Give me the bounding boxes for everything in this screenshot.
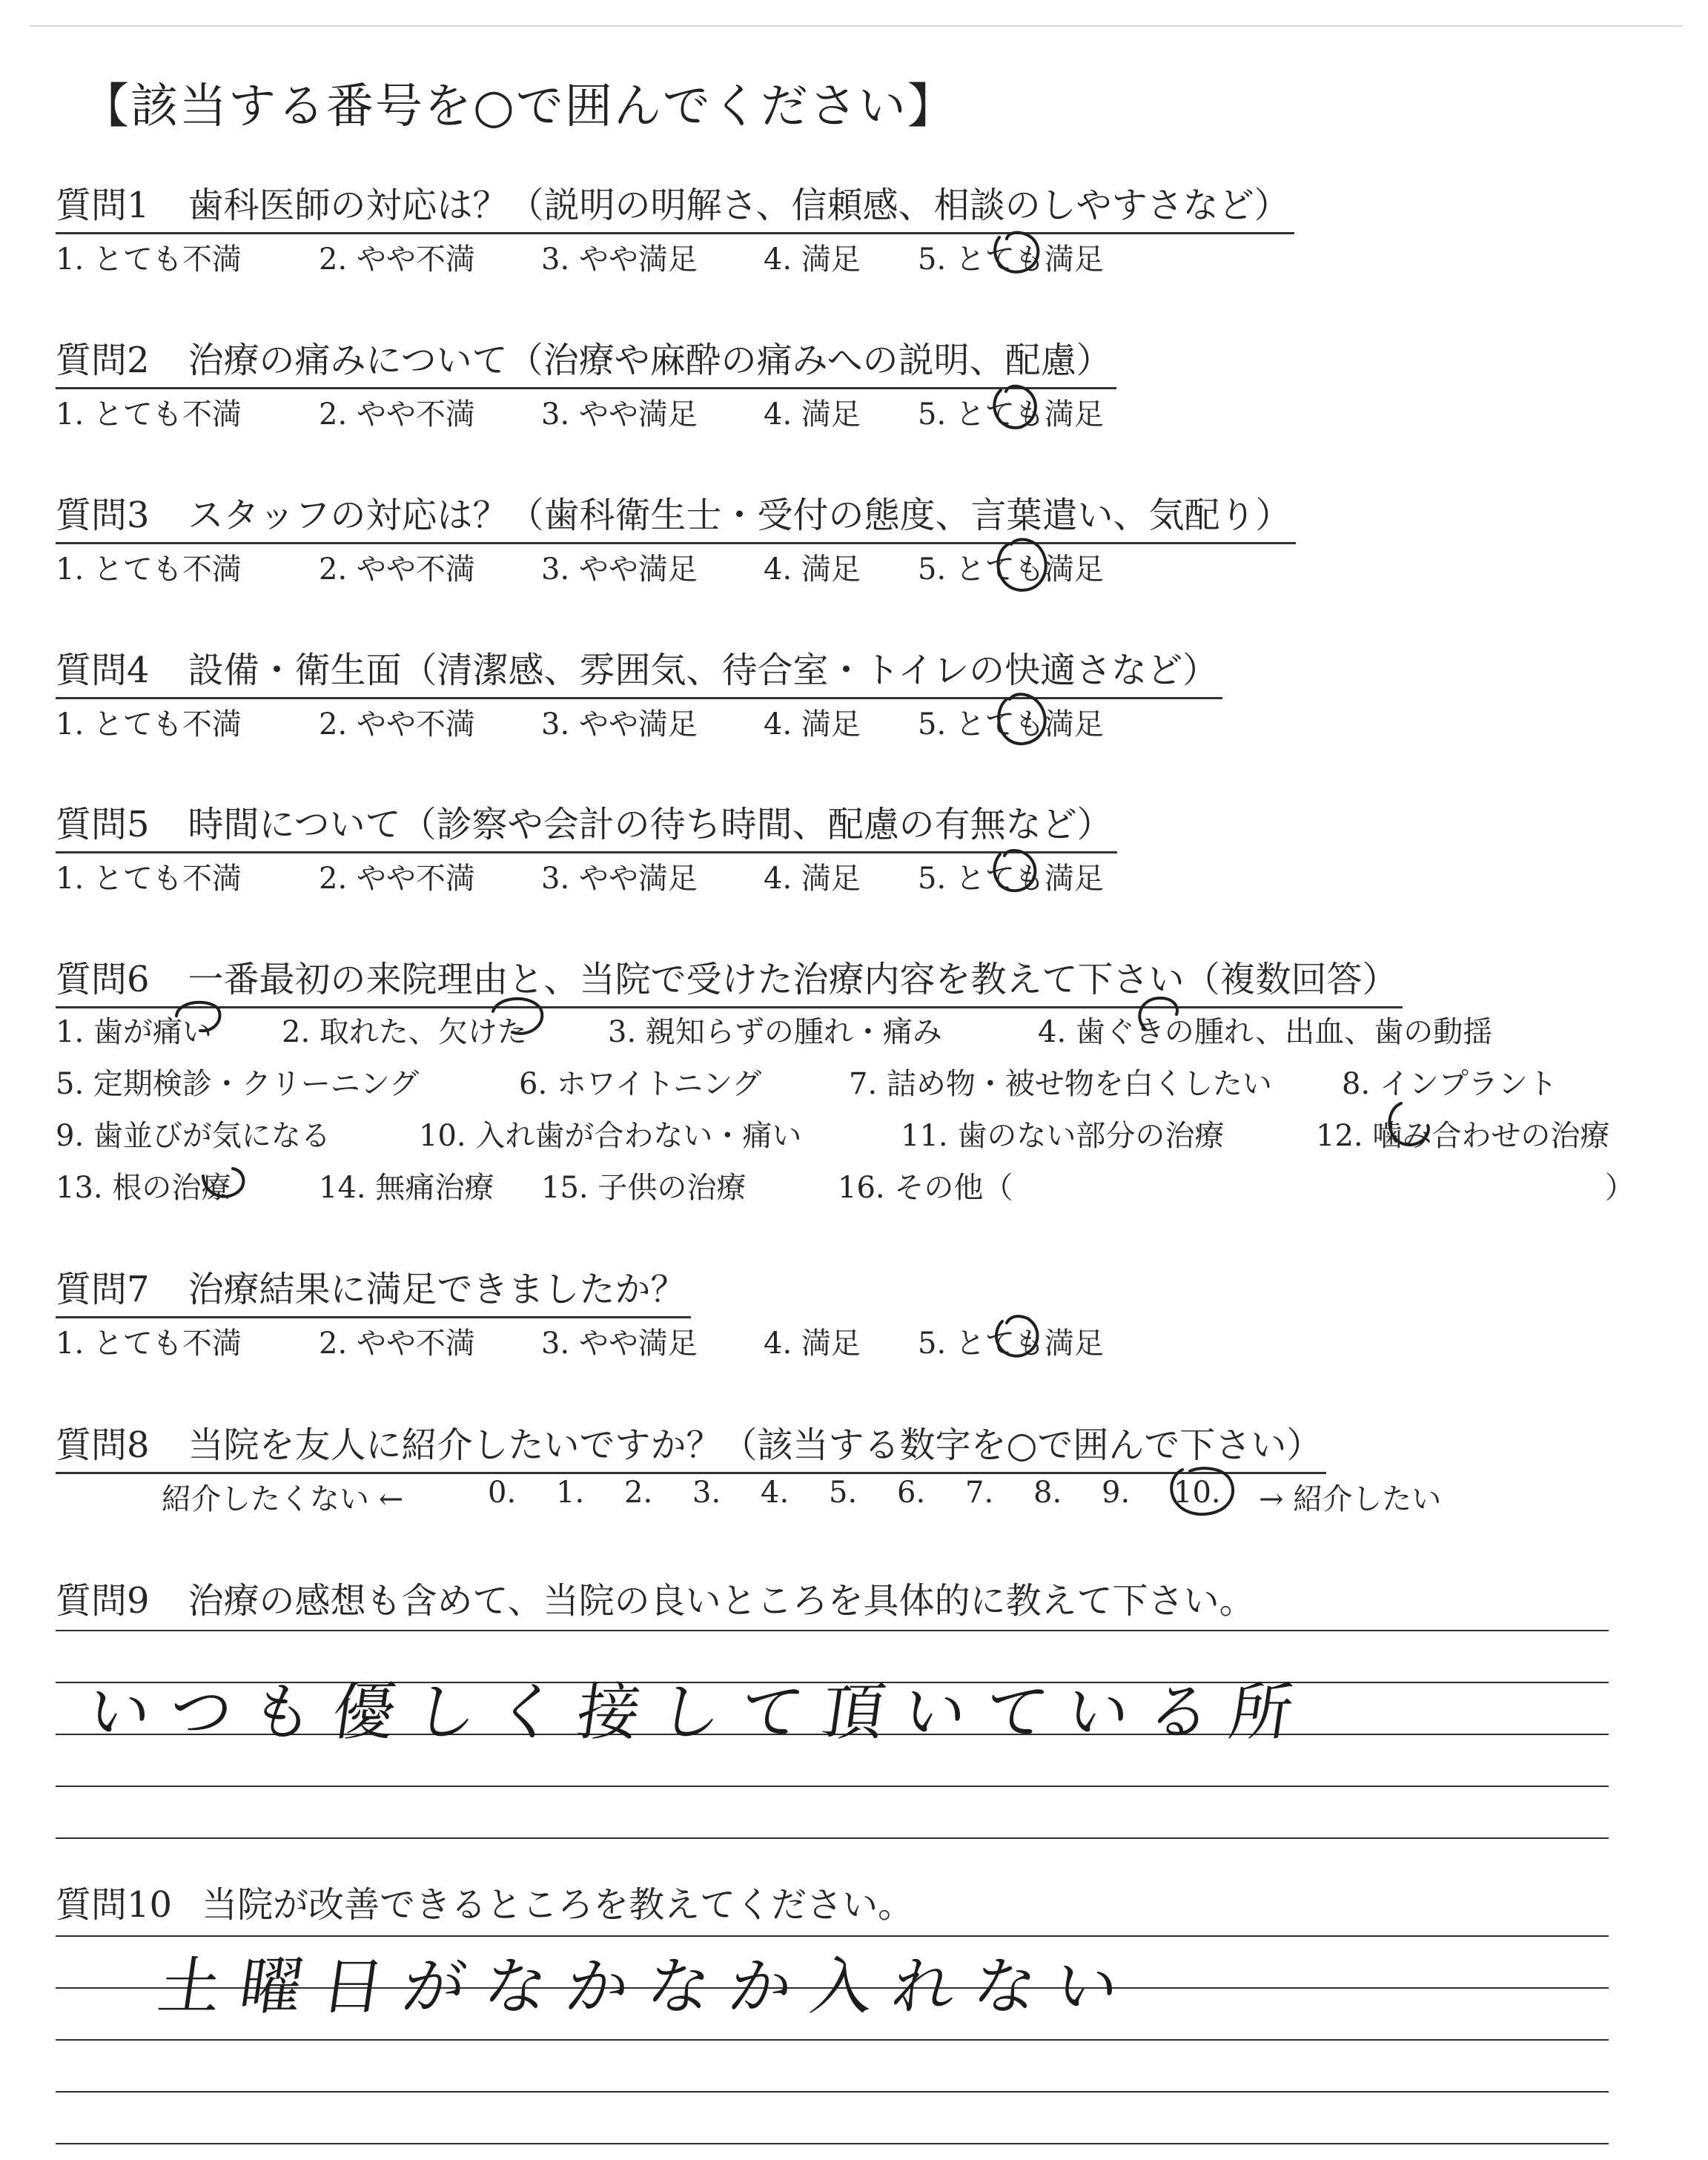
answer-line xyxy=(56,1630,1609,1631)
option-1[interactable]: 1. とても不満 xyxy=(56,862,242,896)
selection-circle-q7 xyxy=(984,1307,1051,1366)
option-5[interactable]: 5. とても満足 xyxy=(918,707,1104,742)
answer-line xyxy=(56,1837,1609,1839)
answer-line xyxy=(56,2143,1609,2144)
reason-3[interactable]: 3. 親知らずの腫れ・痛み xyxy=(608,1015,942,1049)
reason-9[interactable]: 9. 歯並びが気になる xyxy=(56,1119,331,1153)
option-5[interactable]: 5. とても満足 xyxy=(918,1327,1104,1361)
option-4[interactable]: 4. 満足 xyxy=(764,242,861,277)
scale-9[interactable]: 9. xyxy=(1102,1476,1131,1510)
option-2[interactable]: 2. やや不満 xyxy=(319,1327,475,1361)
selection-circle-q2 xyxy=(982,377,1049,436)
reason-16-close: ） xyxy=(1605,1171,1635,1205)
question-6 xyxy=(56,951,1403,1008)
selection-circle-q6-1 xyxy=(171,994,230,1046)
top-divider xyxy=(30,25,1683,27)
reason-12[interactable]: 12. 噛み合わせの治療 xyxy=(1316,1119,1610,1153)
scale-2[interactable]: 2. xyxy=(624,1476,653,1510)
question-3 xyxy=(56,486,1296,544)
question-number: 質問9 xyxy=(56,1580,150,1622)
selection-circle-q1 xyxy=(984,222,1051,282)
question-text: 当院を友人に紹介したいですか？（該当する数字を○で囲んで下さい） xyxy=(188,1424,1323,1466)
scale-4[interactable]: 4. xyxy=(761,1476,790,1510)
question-2-title xyxy=(56,331,1116,389)
option-2[interactable]: 2. やや不満 xyxy=(319,242,475,277)
option-4[interactable]: 4. 満足 xyxy=(764,862,861,896)
selection-circle-q6-13 xyxy=(194,1154,254,1206)
question-8-title xyxy=(56,1416,1326,1474)
reason-15[interactable]: 15. 子供の治療 xyxy=(541,1171,747,1205)
option-4[interactable]: 4. 満足 xyxy=(764,707,861,742)
option-3[interactable]: 3. やや満足 xyxy=(541,552,698,587)
question-text: スタッフの対応は？（歯科衛生士・受付の態度、言葉遣い、気配り） xyxy=(188,495,1291,536)
reason-6[interactable]: 6. ホワイトニング xyxy=(519,1067,762,1101)
scale-8[interactable]: 8. xyxy=(1033,1476,1062,1510)
option-3[interactable]: 3. やや満足 xyxy=(541,862,698,896)
question-number: 質問7 xyxy=(56,1269,150,1310)
reason-14[interactable]: 14. 無痛治療 xyxy=(319,1171,494,1205)
question-10-title xyxy=(56,1876,918,1932)
question-text: 治療の痛みについて（治療や麻酔の痛みへの説明、配慮） xyxy=(188,340,1112,381)
question-7 xyxy=(56,1261,691,1318)
option-1[interactable]: 1. とても不満 xyxy=(56,552,242,587)
question-number: 質問4 xyxy=(56,650,150,691)
option-2[interactable]: 2. やや不満 xyxy=(319,862,475,896)
option-1[interactable]: 1. とても不満 xyxy=(56,707,242,742)
option-2[interactable]: 2. やや不満 xyxy=(319,397,475,432)
question-text: 当院が改善できるところを教えてください。 xyxy=(202,1884,914,1926)
option-1[interactable]: 1. とても不満 xyxy=(56,242,242,277)
option-5[interactable]: 5. とても満足 xyxy=(918,862,1104,896)
question-number: 質問3 xyxy=(56,495,150,536)
question-number: 質問2 xyxy=(56,340,150,381)
question-text: 設備・衛生面（清潔感、雰囲気、待合室・トイレの快適さなど） xyxy=(188,650,1219,691)
selection-circle-q6-12 xyxy=(1379,1096,1446,1155)
selection-circle-q6-4 xyxy=(1131,992,1190,1044)
scale-5[interactable]: 5. xyxy=(829,1476,858,1510)
scale-low-label: 紹介したくない ← xyxy=(162,1482,404,1516)
reason-4[interactable]: 4. 歯ぐきの腫れ、出血、歯の動揺 xyxy=(1038,1015,1493,1049)
answer-line xyxy=(56,2039,1609,2041)
answer-line xyxy=(56,1786,1609,1787)
question-5-title xyxy=(56,796,1117,853)
selection-circle-q8 xyxy=(1160,1459,1249,1526)
question-number: 質問10 xyxy=(56,1884,173,1926)
reason-7[interactable]: 7. 詰め物・被せ物を白くしたい xyxy=(849,1067,1272,1101)
reason-1[interactable]: 1. 歯が痛い xyxy=(56,1015,212,1049)
scale-7[interactable]: 7. xyxy=(965,1476,994,1510)
question-1 xyxy=(56,176,1294,234)
question-3-title xyxy=(56,486,1296,544)
question-number: 質問5 xyxy=(56,804,150,845)
selection-circle-q6-2 xyxy=(486,991,552,1050)
reason-8[interactable]: 8. インプラント xyxy=(1342,1067,1558,1101)
question-text: 時間について（診察や会計の待ち時間、配慮の有無など） xyxy=(188,804,1113,845)
option-1[interactable]: 1. とても不満 xyxy=(56,1327,242,1361)
reason-2[interactable]: 2. 取れた、欠けた xyxy=(282,1015,527,1049)
option-5[interactable]: 5. とても満足 xyxy=(918,242,1104,277)
instruction-heading: 【該当する番号を○で囲んでください】 xyxy=(82,79,956,134)
question-text: 歯科医師の対応は？（説明の明解さ、信頼感、相談のしやすさなど） xyxy=(188,185,1290,226)
question-10 xyxy=(56,1876,918,1932)
scale-10[interactable]: 10. xyxy=(1174,1476,1221,1510)
question-2 xyxy=(56,331,1116,389)
scale-high-label: → 紹介したい xyxy=(1259,1482,1442,1516)
selection-circle-q4 xyxy=(986,686,1060,753)
answer-line xyxy=(56,2091,1609,2093)
option-4[interactable]: 4. 満足 xyxy=(764,397,861,432)
selection-circle-q3 xyxy=(986,531,1060,598)
q9-handwritten-answer[interactable]: いつも優しく接して頂いている所 xyxy=(83,1676,1317,1748)
question-text: 一番最初の来院理由と、当院で受けた治療内容を教えて下さい（複数回答） xyxy=(188,959,1398,1000)
question-text: 治療結果に満足できましたか？ xyxy=(188,1269,686,1310)
option-3[interactable]: 3. やや満足 xyxy=(541,397,698,432)
option-4[interactable]: 4. 満足 xyxy=(764,552,861,587)
reason-10[interactable]: 10. 入れ歯が合わない・痛い xyxy=(419,1119,802,1153)
question-7-title xyxy=(56,1261,691,1318)
scale-1[interactable]: 1. xyxy=(556,1476,585,1510)
reason-13[interactable]: 13. 根の治療 xyxy=(56,1171,231,1205)
question-9-title xyxy=(56,1572,1260,1628)
question-number: 質問6 xyxy=(56,959,150,1000)
question-1-title xyxy=(56,176,1294,234)
option-4[interactable]: 4. 満足 xyxy=(764,1327,861,1361)
scale-0[interactable]: 0. xyxy=(488,1476,517,1510)
option-5[interactable]: 5. とても満足 xyxy=(918,552,1104,587)
q10-handwritten-answer[interactable]: 土曜日がなかなか入れない xyxy=(153,1950,1142,2023)
question-8 xyxy=(56,1416,1326,1474)
selection-circle-q5 xyxy=(982,841,1049,900)
option-1[interactable]: 1. とても不満 xyxy=(56,397,242,432)
question-text: 治療の感想も含めて、当院の良いところを具体的に教えて下さい。 xyxy=(188,1580,1255,1622)
reason-16[interactable]: 16. その他（ xyxy=(838,1171,1013,1205)
question-number: 質問1 xyxy=(56,185,150,226)
option-2[interactable]: 2. やや不満 xyxy=(319,552,475,587)
option-5[interactable]: 5. とても満足 xyxy=(918,397,1104,432)
reason-11[interactable]: 11. 歯のない部分の治療 xyxy=(901,1119,1225,1153)
question-5 xyxy=(56,796,1117,853)
scale-3[interactable]: 3. xyxy=(692,1476,721,1510)
option-2[interactable]: 2. やや不満 xyxy=(319,707,475,742)
question-6-title xyxy=(56,951,1403,1008)
reason-5[interactable]: 5. 定期検診・クリーニング xyxy=(56,1067,420,1101)
option-3[interactable]: 3. やや満足 xyxy=(541,242,698,277)
option-3[interactable]: 3. やや満足 xyxy=(541,707,698,742)
option-3[interactable]: 3. やや満足 xyxy=(541,1327,698,1361)
question-number: 質問8 xyxy=(56,1424,150,1466)
question-9 xyxy=(56,1572,1260,1628)
scale-6[interactable]: 6. xyxy=(897,1476,926,1510)
